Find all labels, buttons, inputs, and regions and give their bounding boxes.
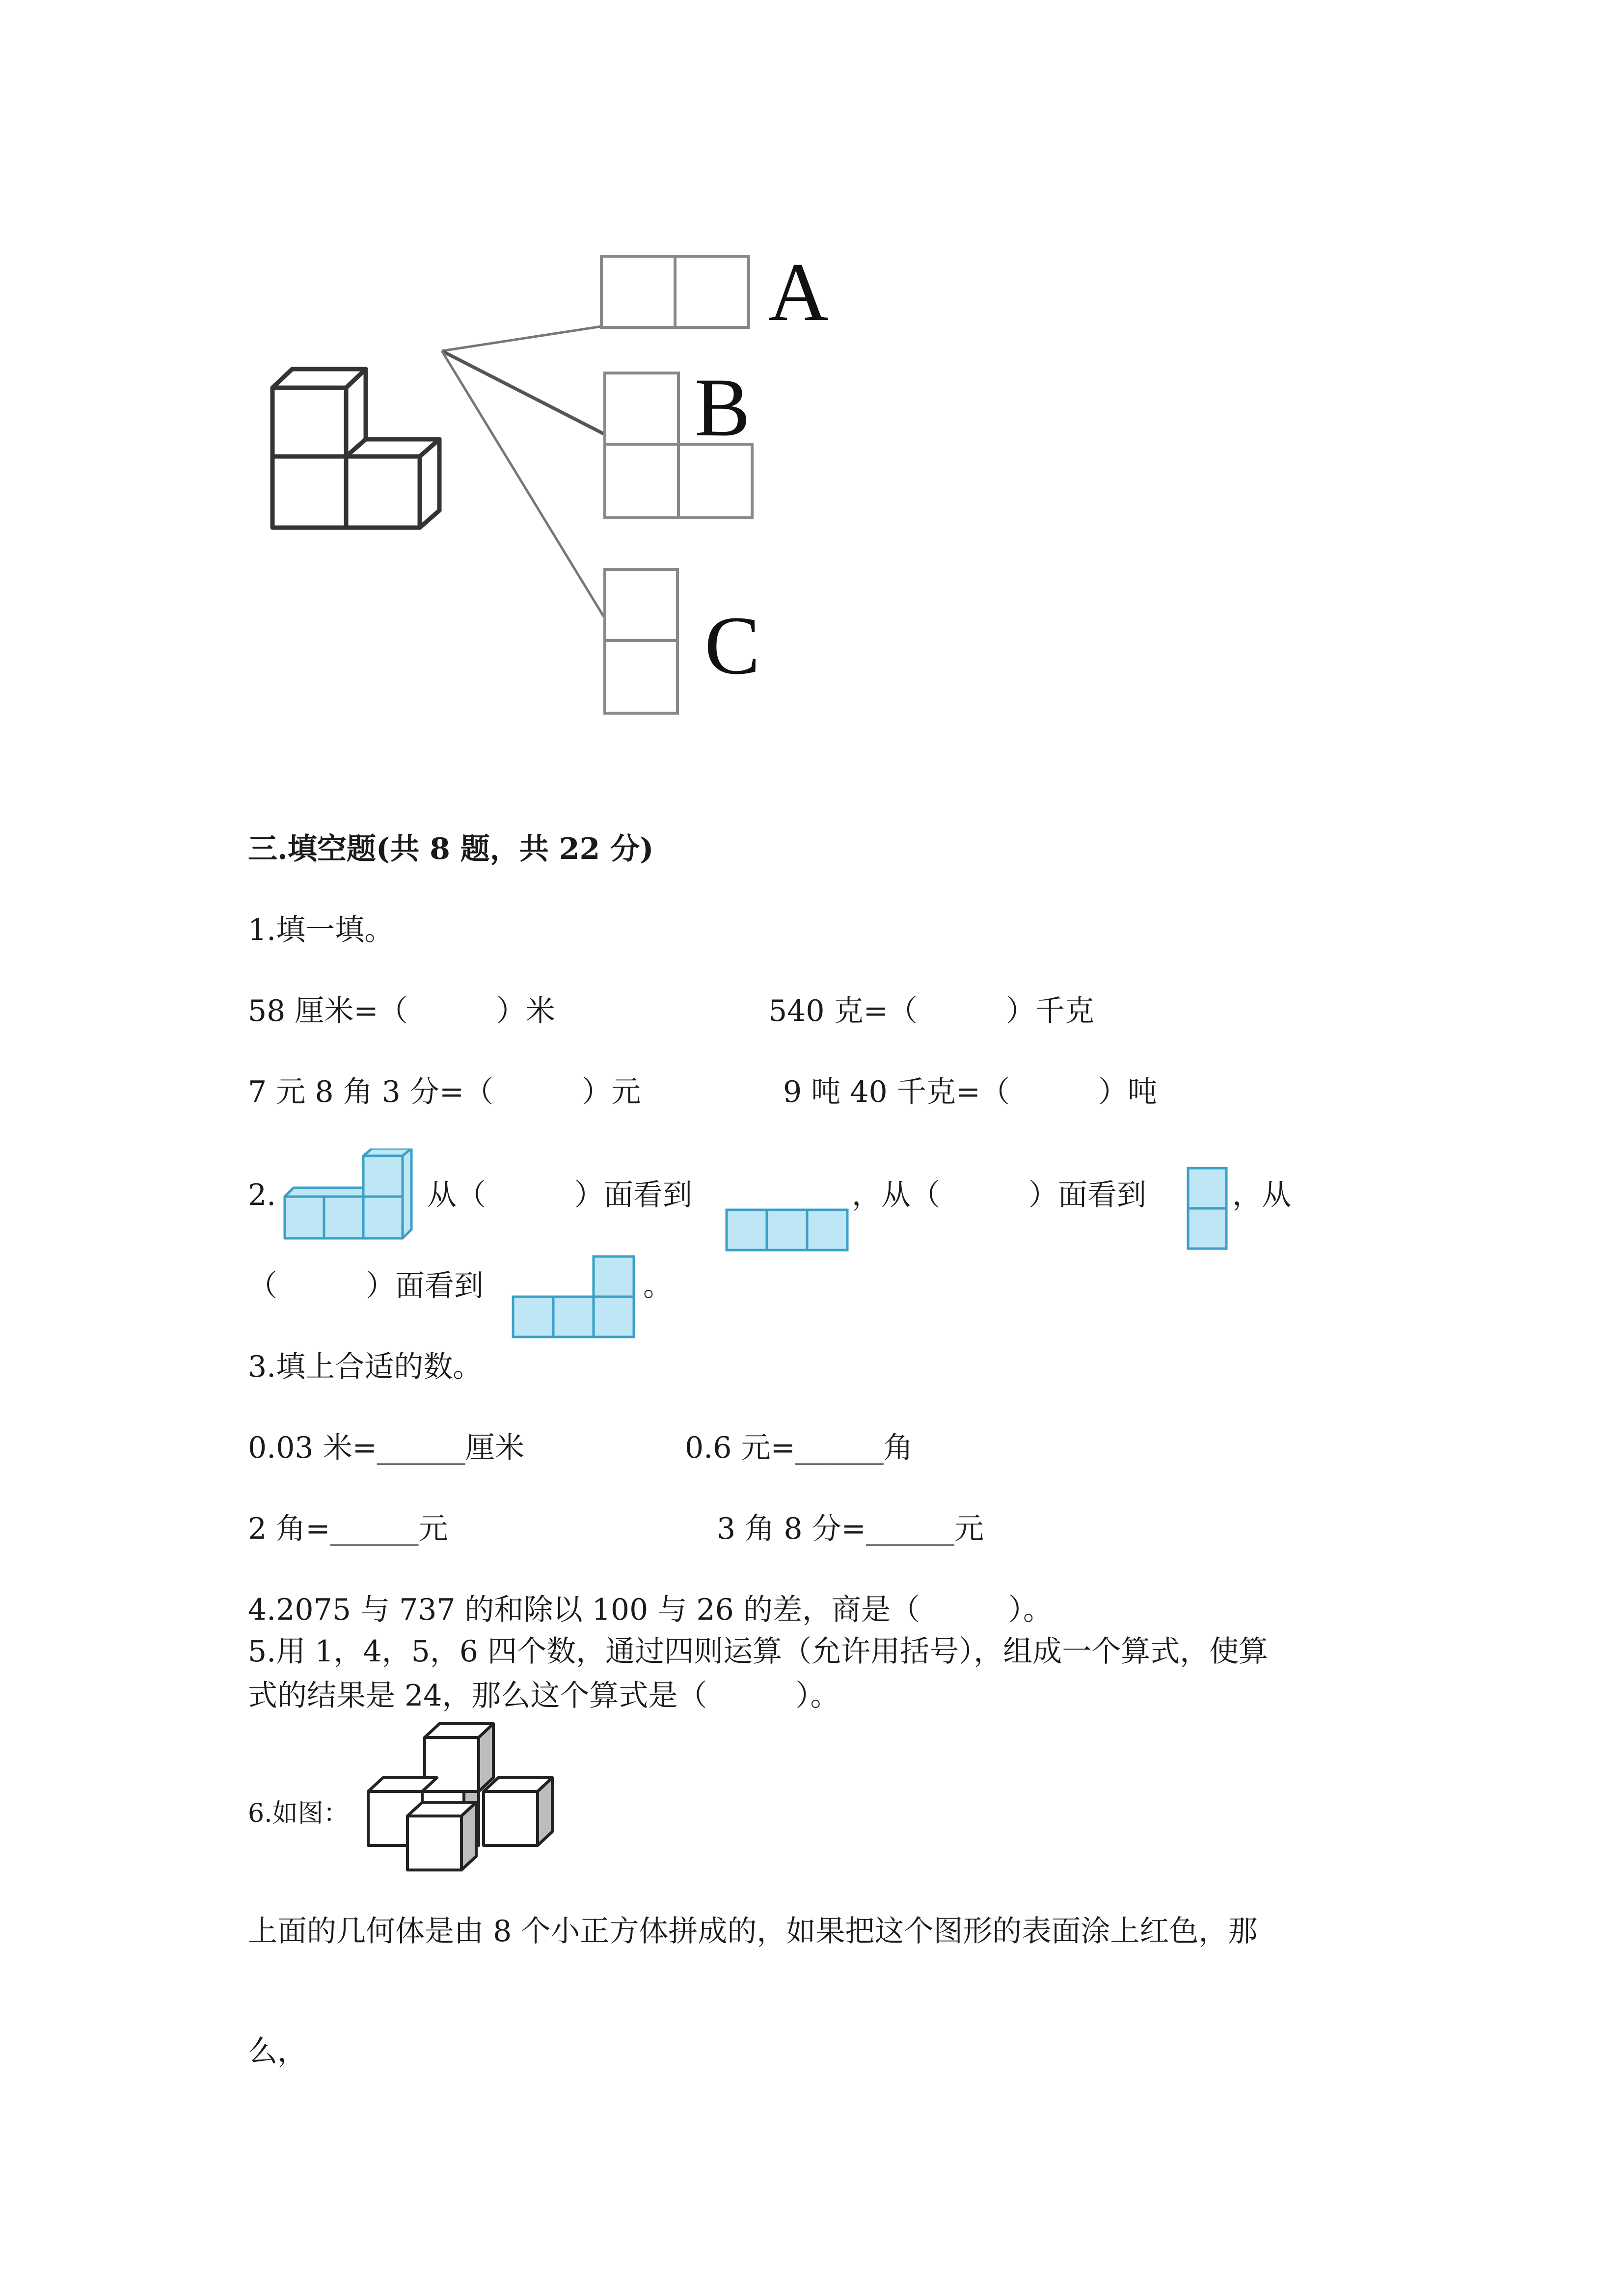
option-label-c: C bbox=[704, 599, 760, 692]
q1-item-d: 9 吨 40 千克=（ ）吨 bbox=[783, 1075, 1158, 1109]
q5-line1: 5.用 1，4，5，6 四个数，通过四则运算（允许用括号），组成一个算式，使算 bbox=[248, 1634, 1269, 1669]
section-title: 三.填空题(共 8 题，共 22 分) bbox=[248, 832, 654, 866]
view-c bbox=[605, 569, 677, 713]
q1-stem: 1.填一填。 bbox=[248, 913, 394, 947]
q6-line2: 么， bbox=[248, 2034, 307, 2069]
q3-stem: 3.填上合适的数。 bbox=[248, 1350, 483, 1384]
q4-text: 4.2075 与 737 的和除以 100 与 26 的差，商是（ ）。 bbox=[248, 1593, 1053, 1627]
view-a bbox=[601, 256, 749, 327]
option-label-b: B bbox=[695, 361, 751, 454]
q6-label: 6.如图： bbox=[248, 1799, 349, 1828]
q3-item-c: 2 角=______元 bbox=[248, 1512, 448, 1546]
q1-item-b: 540 克=（ ）千克 bbox=[768, 994, 1094, 1028]
q1-item-a: 58 厘米=（ ）米 bbox=[248, 994, 555, 1028]
q2-part4: （ ）面看到 bbox=[248, 1269, 484, 1303]
q6-line1: 上面的几何体是由 8 个小正方体拼成的，如果把这个图形的表面涂上红色，那 bbox=[248, 1914, 1258, 1949]
q3-item-a: 0.03 米=______厘米 bbox=[248, 1431, 524, 1465]
q5-line2: 式的结果是 24，那么这个算式是（ ）。 bbox=[248, 1679, 840, 1713]
cube-assembly bbox=[272, 369, 439, 528]
q1-item-c: 7 元 8 角 3 分=（ ）元 bbox=[248, 1075, 641, 1109]
q2-number: 2. bbox=[248, 1178, 276, 1212]
q2-view-3 bbox=[511, 1254, 638, 1342]
q2-part3: ，从 bbox=[1232, 1178, 1291, 1212]
q2-part1: 从（ ）面看到 bbox=[427, 1178, 692, 1212]
connector-lines bbox=[442, 326, 605, 618]
q2-view-1 bbox=[724, 1207, 852, 1254]
q2-solid-figure bbox=[280, 1148, 427, 1256]
q2-part2: ，从（ ）面看到 bbox=[852, 1178, 1146, 1212]
q6-cube-figure bbox=[361, 1718, 582, 1880]
q2-end: 。 bbox=[643, 1269, 673, 1303]
q3-item-d: 3 角 8 分=______元 bbox=[717, 1512, 984, 1546]
q2-view-2 bbox=[1186, 1166, 1230, 1254]
option-label-a: A bbox=[768, 246, 829, 338]
q3-item-b: 0.6 元=______角 bbox=[685, 1431, 913, 1465]
